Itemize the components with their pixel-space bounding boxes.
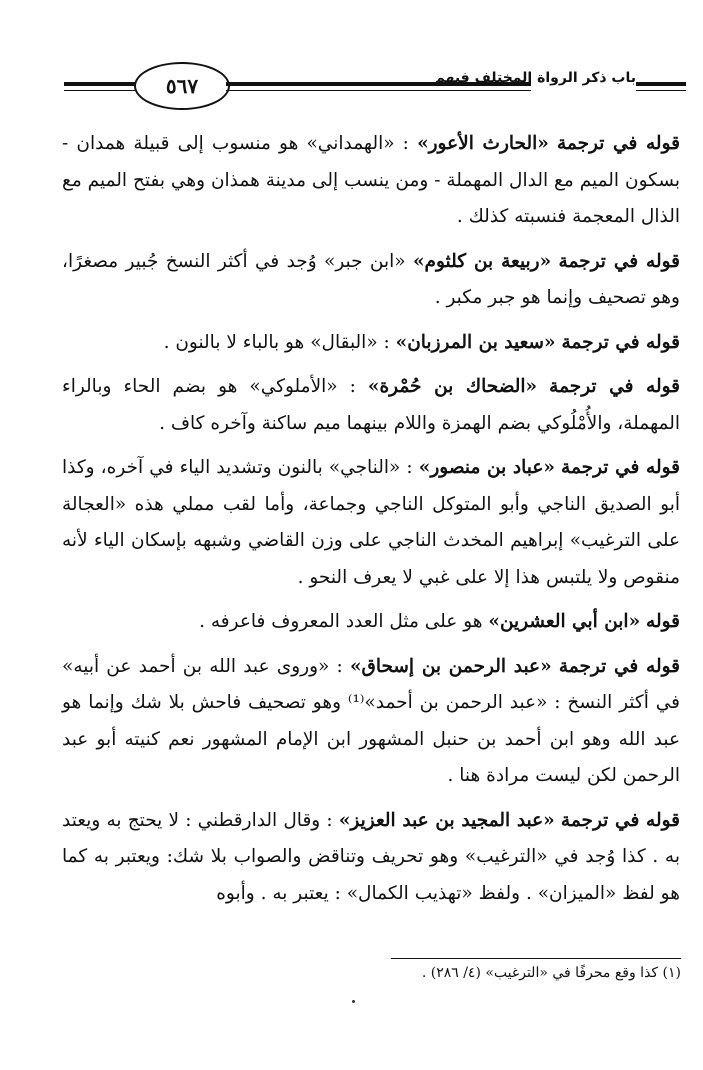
paragraph-text: : «الناجي» بالنون وتشديد الياء في آخره، وكذا أبو الصديق الناجي وأبو المتوكل الناجي وجماعة، وأما لقب مملي هذه «العجالة على الترغيب» إبراهيم المخدث الناجي على وزن القاضي وشبهه بإسكان الياء لأنه منقوص ولا يلتبس هذا إلا على غبي لا يعرف النحو . [62,457,680,588]
narrator-name: «الضحاك بن حُمْرة» [367,376,538,397]
paragraph-text: هو على مثل العدد المعروف فاعرفه . [199,611,489,632]
paragraph-text: : وقال الدارقطني : لا يحتج به ويعتد به . كذا وُجد في «الترغيب» وهو تحريف وتناقض والصواب بلا شك: ويعتبر به كما هو لفظ «الميزان» . ولفظ «تهذيب الكمال» : يعتبر به . وأبوه [62,809,680,904]
paragraph-lead: قوله في ترجمة [556,133,680,154]
paragraph-lead: قوله في ترجمة [561,331,680,353]
narrator-name: «عبد الرحمن بن إسحاق» [349,655,552,677]
paragraph [62,244,680,317]
paragraph [62,803,680,913]
paragraph-lead: قوله في ترجمة [558,250,680,272]
paragraph [62,369,680,442]
main-text [62,126,680,920]
header-rule [636,90,686,91]
paragraph [62,126,680,236]
narrator-name: «عباد بن منصور» [418,457,555,478]
header-rule [64,82,136,86]
narrator-name: «عبد المجيد بن عبد العزيز» [338,809,555,831]
header-rule [226,90,531,91]
footnote-rule [391,958,681,959]
narrator-name: «الحارث الأعور» [417,133,549,154]
paragraph-text: : «وروى عبد الله بن أحمد عن أبيه» في أكثر النسخ : «عبد الرحمن بن أحمد»⁽¹⁾ وهو تصحيف فاحش بلا شك وإنما هو عبد الله وهو ابن أحمد بن حنبل المشهور ابن الإمام المشهور نعم كنيته أبو عبد الرحمن لكن ليست مرادة هنا . [62,655,680,786]
footnote: (١) كذا وقع محرفًا في «الترغيب» (٤/ ٢٨٦) . [421,965,681,981]
paragraph [62,450,680,596]
paragraph [62,604,680,641]
paragraph-lead: قوله في ترجمة [549,376,680,397]
paragraph [62,649,680,795]
paragraph [62,325,680,362]
paragraph-lead: قوله [646,611,680,632]
paragraph-text: : «الهمداني» هو منسوب إلى قبيلة همدان - بسكون الميم مع الدال المهملة - ومن ينسب إلى مدينة همذان وهي بفتح الميم مع الذال المعجمة فنسبته كذلك . [62,133,680,227]
paragraph-text: «ابن جبر» وُجد في أكثر النسخ جُبير مصغرًا، وهو تصحيف وإنما هو جبر مكبر . [62,250,680,308]
page-number: ٥٦٧ [134,62,230,110]
paragraph-lead: قوله في ترجمة [560,809,680,831]
paragraph-lead: قوله في ترجمة [558,655,680,677]
page-header [64,62,686,114]
chapter-title: باب ذكر الرواة المختلف فيهم [434,70,636,86]
ink-dot [352,1000,355,1003]
narrator-name: «سعيد بن المرزبان» [395,331,556,353]
paragraph-text: : «الأملوكي» هو بضم الحاء وبالراء المهملة، والأُمْلُوكي بضم الهمزة واللام بينهما ميم ساكنة وآخره كاف . [62,376,680,434]
paragraph-text: : «البقال» هو بالباء لا بالنون . [163,331,396,353]
paragraph-lead: قوله في ترجمة [561,457,680,478]
header-rule [64,90,136,91]
narrator-name: «ربيعة بن كلثوم» [412,250,552,272]
narrator-name: «ابن أبي العشرين» [488,611,641,632]
header-rule [636,82,686,86]
